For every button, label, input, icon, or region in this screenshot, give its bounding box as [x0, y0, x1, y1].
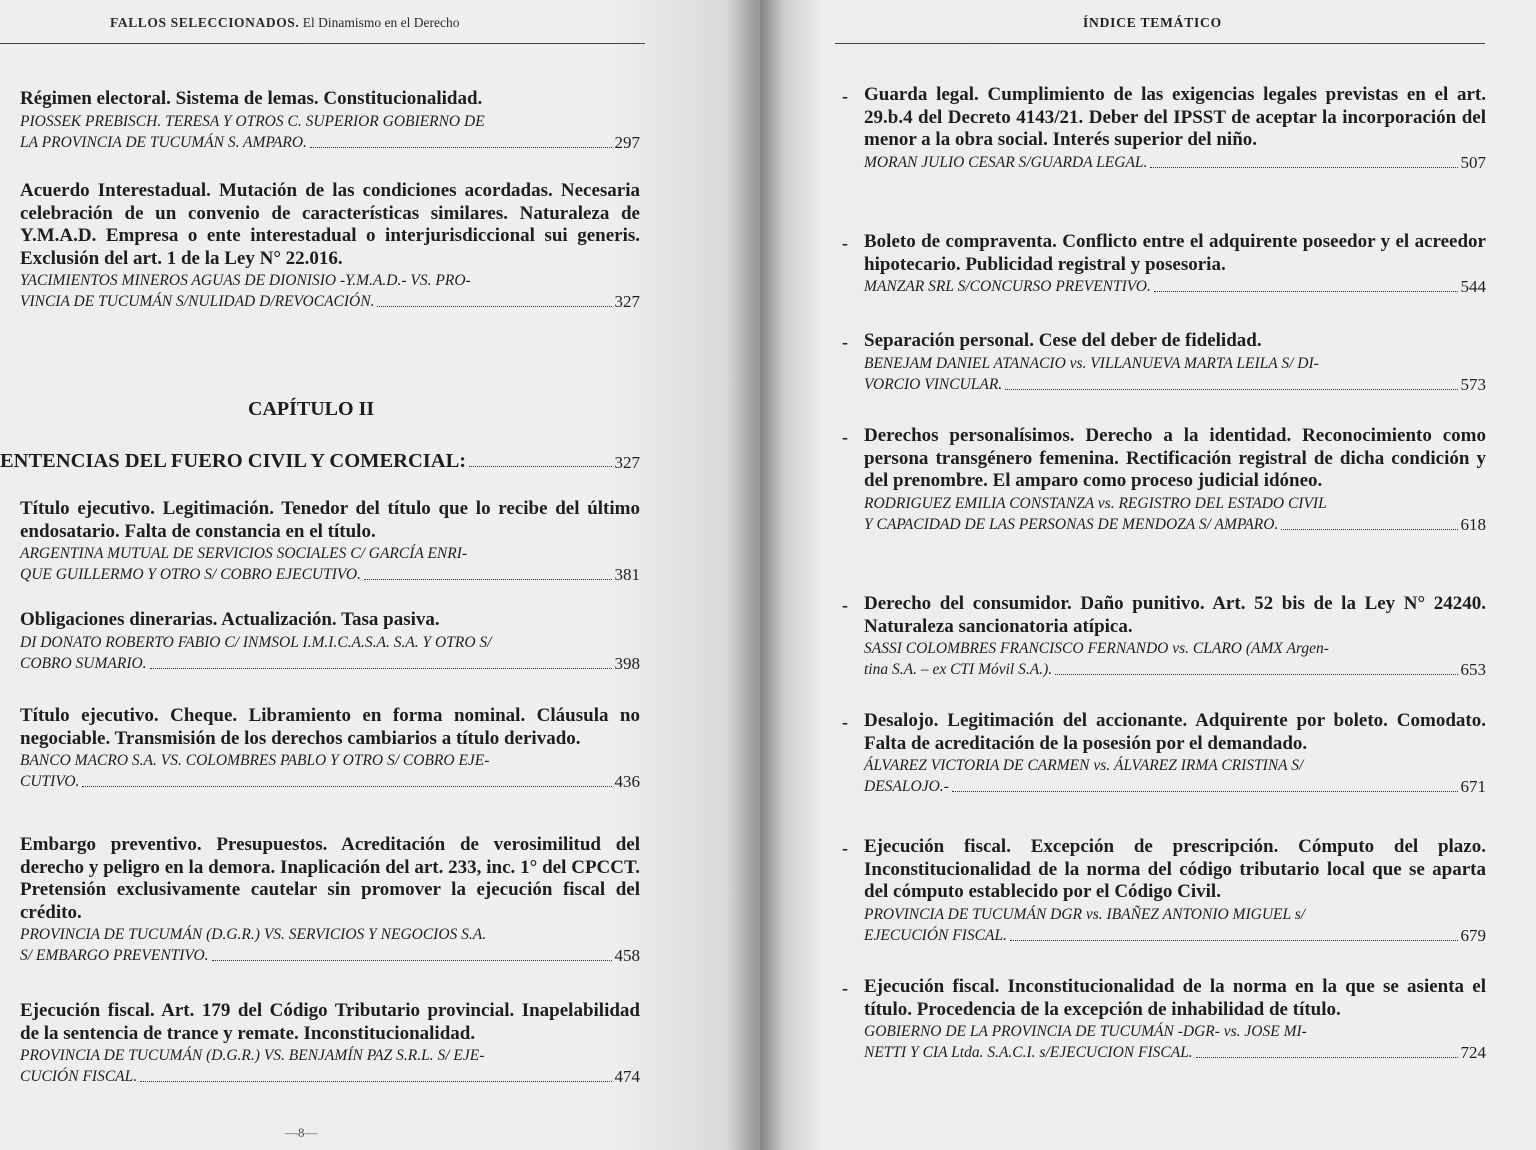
section-heading: [0, 450, 640, 473]
entry-reference-line: [864, 374, 1486, 395]
entry-case-name-end: DESALOJO.-: [864, 778, 949, 795]
index-entry: [20, 834, 640, 966]
dot-leader: [1005, 389, 1457, 390]
entry-case-name: BENEJAM DANIEL ATANACIO vs. VILLANUEVA MARTA LEILA S/ DI-: [864, 354, 1319, 372]
entry-page-number[interactable]: 544: [1460, 277, 1486, 296]
right-page: [760, 0, 1536, 1150]
entry-title: Boleto de compraventa. Conflicto entre el adquirente poseedor y el acreedor hipotecario. Publicidad registral y posesoria.: [864, 231, 1486, 275]
index-entry: [20, 88, 640, 153]
entry-case-name: PROVINCIA DE TUCUMÁN (D.G.R.) VS. BENJAMÍN PAZ S.R.L. S/ EJE-: [20, 1047, 485, 1064]
index-entry: [20, 1000, 640, 1087]
entry-title: Derecho del consumidor. Daño punitivo. Art. 52 bis de la Ley N° 24240. Naturaleza sancionatoria atípica.: [864, 593, 1486, 637]
entry-title: Separación personal. Cese del deber de fidelidad.: [864, 330, 1262, 351]
entry-case-name-end: S/ EMBARGO PREVENTIVO.: [20, 947, 209, 964]
entry-title: Ejecución fiscal. Excepción de prescripción. Cómputo del plazo. Inconstitucionalidad de la norma del código tributario local que se aparta del cómputo establecido por el Código Civil.: [864, 836, 1486, 902]
entry-reference-line: [20, 771, 640, 792]
entry-reference-line: [20, 653, 640, 674]
entry-case-name: GOBIERNO DE LA PROVINCIA DE TUCUMÁN -DGR- vs. JOSE MI-: [864, 1023, 1307, 1040]
index-entry: [20, 609, 640, 674]
entry-reference-line: [864, 152, 1486, 173]
bullet-marker: -: [842, 233, 848, 253]
entry-case-name-end: tina S.A. – ex CTI Móvil S.A.).: [864, 661, 1053, 678]
entry-reference-line: [864, 776, 1486, 797]
dot-leader: [140, 1081, 611, 1082]
entry-title: Desalojo. Legitimación del accionante. Adquirente por boleto. Comodato. Falta de acreditación de la posesión por el demandado.: [864, 710, 1486, 754]
entry-title: Embargo preventivo. Presupuestos. Acreditación de verosimilitud del derecho y peligro en la demora. Inaplicación del art. 233, inc. 1° del CPCCT. Pretensión exclusivamente cautelar sin promover la ejecución fiscal del crédito.: [20, 834, 640, 923]
dot-leader: [377, 306, 611, 307]
entry-page-number[interactable]: 458: [614, 946, 640, 965]
entry-case-name: PROVINCIA DE TUCUMÁN DGR vs. IBAÑEZ ANTONIO MIGUEL s/: [864, 905, 1306, 923]
entry-page-number[interactable]: 327: [614, 292, 640, 311]
entry-title: Ejecución fiscal. Inconstitucionalidad de la norma en la que se asienta el título. Procedencia de la excepción de inhabilidad de título.: [864, 976, 1486, 1020]
index-entry: [842, 976, 1486, 1063]
dot-leader: [1281, 529, 1457, 530]
entry-page-number[interactable]: 653: [1460, 660, 1486, 679]
dot-leader: [310, 147, 612, 148]
entry-case-name-end: CUCIÓN FISCAL.: [20, 1068, 138, 1085]
entry-case-name: YACIMIENTOS MINEROS AGUAS DE DIONISIO -Y.M.A.D.- VS. PRO-: [20, 272, 471, 289]
page-folio: —8—: [285, 1125, 318, 1140]
entry-case-name: ÁLVAREZ VICTORIA DE CARMEN vs. ÁLVAREZ IRMA CRISTINA S/: [864, 757, 1304, 774]
dot-leader: [1150, 167, 1457, 168]
section-label: ENTENCIAS DEL FUERO CIVIL Y COMERCIAL:: [0, 450, 467, 472]
entry-reference-line: [20, 564, 640, 585]
entry-case-name: PIOSSEK PREBISCH. TERESA Y OTROS C. SUPERIOR GOBIERNO DE: [20, 112, 485, 130]
entry-reference-line: [864, 925, 1486, 946]
bullet-marker: -: [842, 838, 848, 858]
entry-title: Título ejecutivo. Legitimación. Tenedor del título que lo recibe del último endosatario. Falta de constancia en el título.: [20, 498, 640, 542]
entry-case-name-end: MORAN JULIO CESAR S/GUARDA LEGAL.: [864, 153, 1148, 171]
entry-case-name: SASSI COLOMBRES FRANCISCO FERNANDO vs. CLARO (AMX Argen-: [864, 640, 1329, 657]
entry-reference-line: [20, 291, 640, 312]
entry-case-name: BANCO MACRO S.A. VS. COLOMBRES PABLO Y OTRO S/ COBRO EJE-: [20, 752, 490, 769]
entry-page-number[interactable]: 679: [1460, 925, 1486, 945]
index-entry: [842, 84, 1486, 173]
entry-page-number[interactable]: 573: [1460, 374, 1486, 394]
entry-case-name: DI DONATO ROBERTO FABIO C/ INMSOL I.M.I.C.A.S.A. S.A. Y OTRO S/: [20, 633, 492, 651]
entry-page-number[interactable]: 474: [614, 1067, 640, 1086]
entry-title: Guarda legal. Cumplimiento de las exigencias legales previstas en el art. 29.b.4 del Decreto 4143/21. Deber del IPSST de aceptar la incorporación del menor a la obra social. Interés superior del niño.: [864, 84, 1486, 150]
entry-case-name-end: VORCIO VINCULAR.: [864, 375, 1003, 393]
index-entry: [20, 180, 640, 312]
entry-title: Obligaciones dinerarias. Actualización. Tasa pasiva.: [20, 609, 440, 630]
bullet-marker: -: [842, 332, 848, 352]
entry-case-name: RODRIGUEZ EMILIA CONSTANZA vs. REGISTRO DEL ESTADO CIVIL: [864, 494, 1327, 512]
dot-leader: [1055, 674, 1457, 675]
bullet-marker: -: [842, 427, 848, 447]
left-page: [0, 0, 760, 1150]
index-entry: [20, 705, 640, 792]
header-book-title: FALLOS SELECCIONADOS.: [110, 15, 300, 30]
entry-case-name-end: NETTI Y CIA Ltda. S.A.C.I. s/EJECUCION FISCAL.: [864, 1044, 1193, 1061]
entry-case-name: PROVINCIA DE TUCUMÁN (D.G.R.) VS. SERVICIOS Y NEGOCIOS S.A.: [20, 926, 487, 943]
entry-title: Ejecución fiscal. Art. 179 del Código Tributario provincial. Inapelabilidad de la sentencia de trance y remate. Inconstitucionalidad.: [20, 1000, 640, 1044]
index-entry: [842, 330, 1486, 395]
entry-case-name-end: LA PROVINCIA DE TUCUMÁN S. AMPARO.: [20, 133, 307, 151]
dot-leader: [364, 579, 612, 580]
index-entry: [842, 231, 1486, 297]
entry-title: Régimen electoral. Sistema de lemas. Constitucionalidad.: [20, 88, 483, 109]
entry-page-number[interactable]: 297: [614, 132, 640, 152]
bullet-marker: -: [842, 86, 848, 106]
bullet-marker: -: [842, 595, 848, 615]
entry-case-name-end: COBRO SUMARIO.: [20, 654, 147, 672]
entry-page-number[interactable]: 618: [1460, 514, 1486, 534]
entry-case-name-end: QUE GUILLERMO Y OTRO S/ COBRO EJECUTIVO.: [20, 566, 361, 583]
entry-title: Acuerdo Interestadual. Mutación de las condiciones acordadas. Necesaria celebración de un convenio de características similares. Naturaleza de Y.M.A.D. Empresa o ente interestadual o interjurisdiccional sui generis. Exclusión del art. 1 de la Ley N° 22.016.: [20, 180, 640, 269]
entry-page-number[interactable]: 398: [614, 653, 640, 673]
entry-case-name-end: VINCIA DE TUCUMÁN S/NULIDAD D/REVOCACIÓN.: [20, 293, 375, 310]
bullet-marker: -: [842, 978, 848, 998]
entry-reference-line: [20, 945, 640, 966]
bullet-marker: -: [842, 712, 848, 732]
dot-leader: [469, 466, 611, 467]
dot-leader: [1010, 940, 1458, 941]
entry-reference-line: [20, 132, 640, 153]
entry-case-name-end: MANZAR SRL S/CONCURSO PREVENTIVO.: [864, 278, 1151, 295]
dot-leader: [82, 786, 611, 787]
entry-reference-line: [864, 659, 1486, 680]
entry-case-name-end: CUTIVO.: [20, 773, 80, 790]
index-entry: [842, 593, 1486, 680]
entry-page-number[interactable]: 671: [1460, 777, 1486, 796]
entry-case-name-end: EJECUCIÓN FISCAL.: [864, 926, 1007, 944]
dot-leader: [952, 791, 1458, 792]
index-entry: [842, 425, 1486, 535]
entry-title: Derechos personalísimos. Derecho a la identidad. Reconocimiento como persona transgénero femenina. Rectificación registral de dicha condición y del prenombre. El amparo como proceso judicial idóneo.: [864, 425, 1486, 491]
header-rule: [0, 43, 645, 44]
dot-leader: [1196, 1057, 1458, 1058]
running-header-left: [110, 15, 459, 31]
entry-page-number[interactable]: 507: [1460, 152, 1486, 172]
dot-leader: [212, 960, 612, 961]
entry-page-number[interactable]: 724: [1460, 1043, 1486, 1062]
entry-page-number[interactable]: 436: [614, 772, 640, 791]
entry-reference-line: [864, 1042, 1486, 1063]
entry-reference-line: [864, 276, 1486, 297]
entry-reference-line: [20, 1066, 640, 1087]
header-rule: [835, 43, 1485, 44]
entry-case-name-end: Y CAPACIDAD DE LAS PERSONAS DE MENDOZA S/ AMPARO.: [864, 515, 1279, 533]
index-entry: [20, 498, 640, 585]
entry-page-number[interactable]: 381: [614, 565, 640, 584]
dot-leader: [1154, 291, 1458, 292]
entry-case-name: ARGENTINA MUTUAL DE SERVICIOS SOCIALES C/ GARCÍA ENRI-: [20, 545, 468, 562]
dot-leader: [150, 668, 612, 669]
entry-reference-line: [864, 514, 1486, 535]
chapter-heading: CAPÍTULO II: [248, 398, 375, 420]
index-entry: [842, 836, 1486, 946]
header-book-subtitle: El Dinamismo en el Derecho: [299, 15, 460, 30]
index-entry: [842, 710, 1486, 797]
running-header-right: ÍNDICE TEMÁTICO: [1083, 15, 1222, 30]
section-page-number: 327: [614, 453, 640, 472]
entry-title: Título ejecutivo. Cheque. Libramiento en forma nominal. Cláusula no negociable. Transmisión de los derechos cambiarios a título derivado.: [20, 705, 640, 749]
